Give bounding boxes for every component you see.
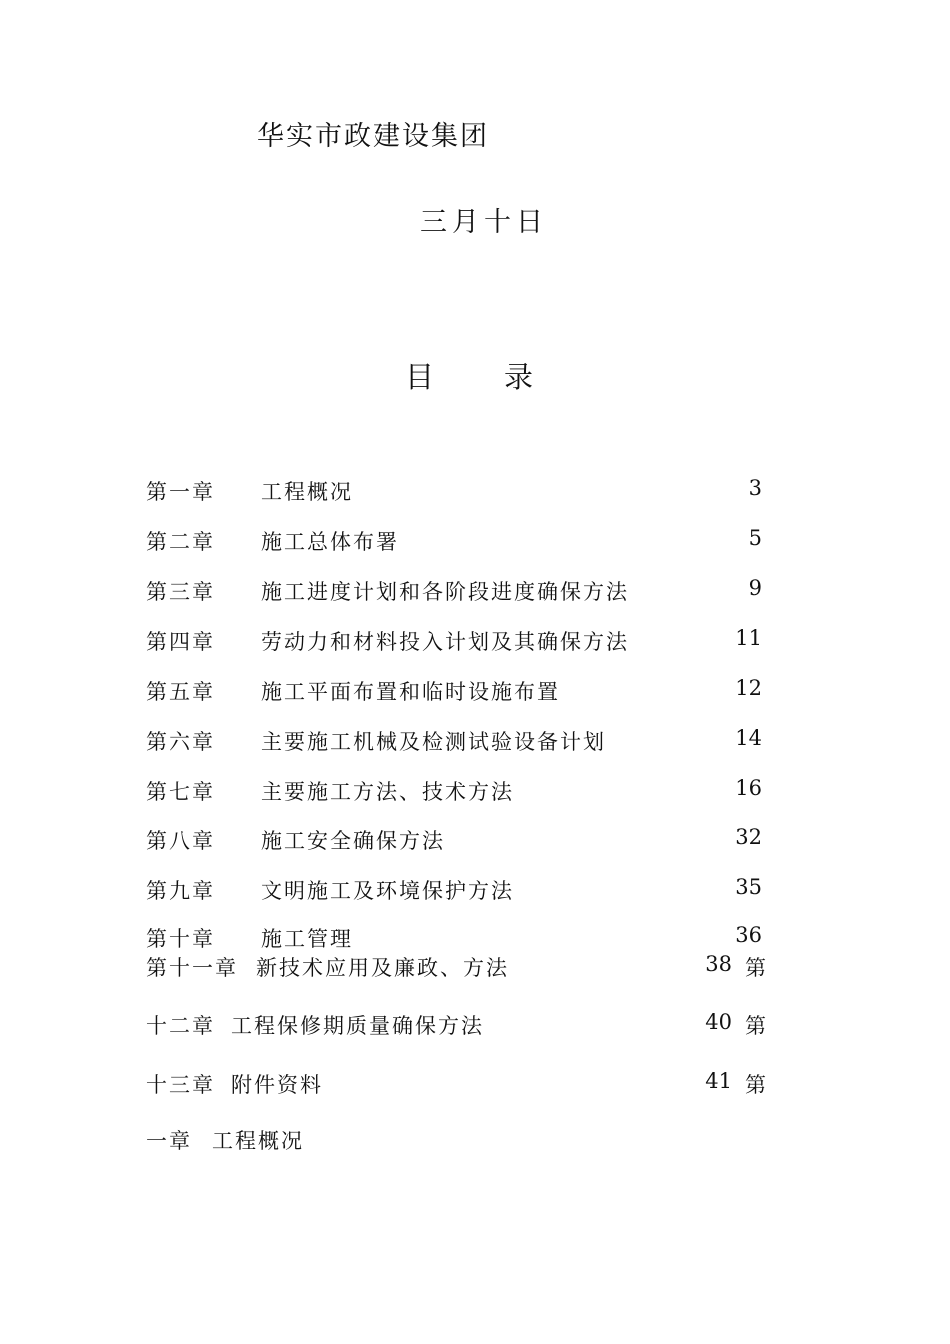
toc-chapter: 第九章 xyxy=(146,879,215,903)
toc-title-right: 录 xyxy=(504,360,534,394)
toc-entry-title: 施工进度计划和各阶段进度确保方法 xyxy=(261,580,629,604)
toc-page-number: 32 xyxy=(735,825,762,849)
toc-next-prefix: 第 xyxy=(745,956,768,980)
toc-entry-title: 主要施工方法、技术方法 xyxy=(261,780,514,804)
toc-chapter: 十二章 xyxy=(146,1014,215,1038)
toc-entry-title: 施工总体布署 xyxy=(261,530,399,554)
toc-entry-title: 工程概况 xyxy=(261,480,353,504)
toc-page-number: 16 xyxy=(735,776,762,800)
toc-chapter: 一章 xyxy=(146,1129,192,1153)
toc-page-number: 36 xyxy=(735,923,762,947)
toc-page-number: 11 xyxy=(735,626,762,650)
toc-entry-title: 施工安全确保方法 xyxy=(261,829,445,853)
toc-chapter: 第三章 xyxy=(146,580,215,604)
document-date: 三月十日 xyxy=(420,207,548,238)
toc-entry-title: 文明施工及环境保护方法 xyxy=(261,879,514,903)
toc-chapter: 第五章 xyxy=(146,680,215,704)
toc-entry-title: 施工管理 xyxy=(261,927,353,951)
toc-entry-title: 新技术应用及廉政、方法 xyxy=(256,956,509,980)
toc-entry-title: 工程保修期质量确保方法 xyxy=(231,1014,484,1038)
toc-chapter: 第十一章 xyxy=(146,956,238,980)
toc-next-prefix: 第 xyxy=(745,1014,768,1038)
toc-chapter: 第二章 xyxy=(146,530,215,554)
toc-chapter: 十三章 xyxy=(146,1073,215,1097)
toc-page-number: 9 xyxy=(748,576,762,600)
toc-entry-title: 主要施工机械及检测试验设备计划 xyxy=(261,730,606,754)
toc-entry-title: 劳动力和材料投入计划及其确保方法 xyxy=(261,630,629,654)
toc-title-left: 目 xyxy=(405,360,435,394)
toc-page-number: 40 xyxy=(705,1010,732,1034)
organization-name: 华实市政建设集团 xyxy=(257,121,489,152)
toc-chapter: 第八章 xyxy=(146,829,215,853)
toc-chapter: 第十章 xyxy=(146,927,215,951)
toc-page-number: 35 xyxy=(735,875,762,899)
toc-next-prefix: 第 xyxy=(745,1073,768,1097)
toc-page-number: 3 xyxy=(748,476,762,500)
toc-chapter: 第一章 xyxy=(146,480,215,504)
toc-chapter: 第六章 xyxy=(146,730,215,754)
toc-chapter: 第四章 xyxy=(146,630,215,654)
toc-page-number: 38 xyxy=(705,952,732,976)
toc-entry-title: 附件资料 xyxy=(231,1073,323,1097)
toc-page-number: 41 xyxy=(705,1069,732,1093)
toc-entry-title: 工程概况 xyxy=(212,1129,304,1153)
toc-page-number: 5 xyxy=(748,526,762,550)
toc-page-number: 12 xyxy=(735,676,762,700)
toc-page-number: 14 xyxy=(735,726,762,750)
toc-chapter: 第七章 xyxy=(146,780,215,804)
toc-entry-title: 施工平面布置和临时设施布置 xyxy=(261,680,560,704)
